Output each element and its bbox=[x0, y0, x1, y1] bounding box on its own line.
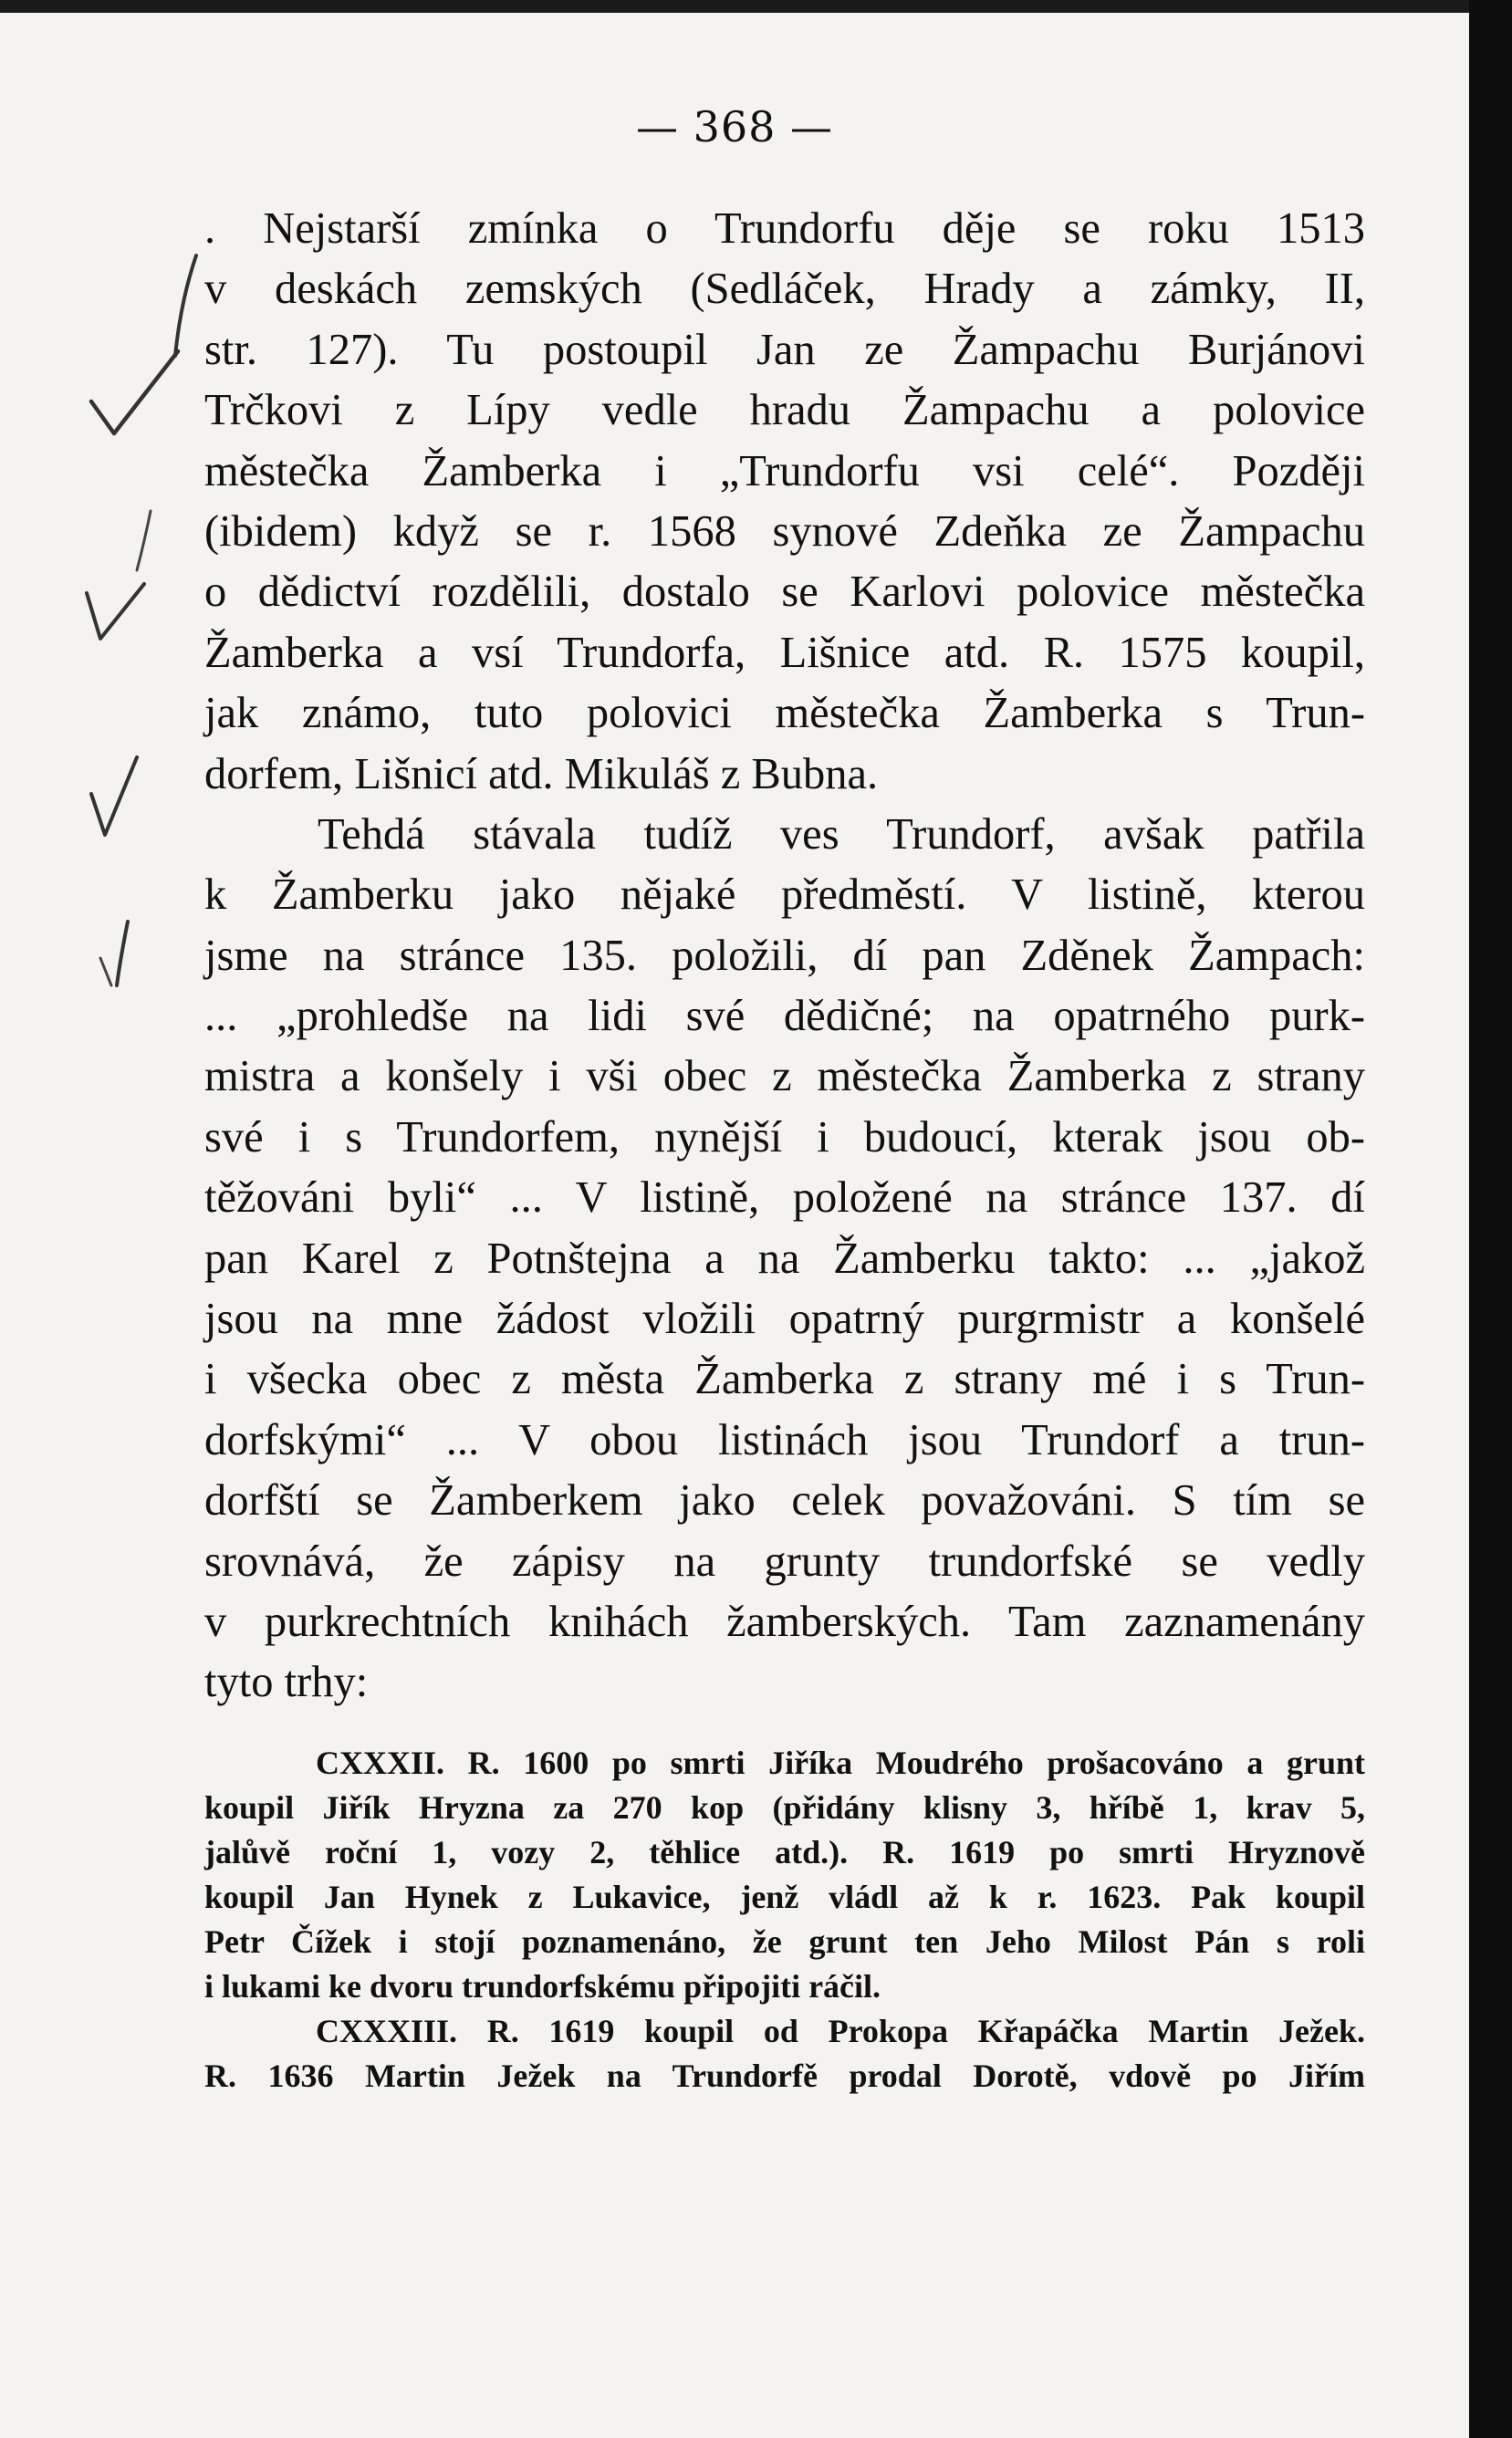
text-line: své i s Trundorfem, nynější i budoucí, kterak jsou ob- bbox=[204, 1112, 1365, 1162]
text-line: těžováni byli“ ... V listině, položené na stránce 137. dí bbox=[204, 1173, 1365, 1223]
entry-line: jalůvě roční 1, vozy 2, těhlice atd.). R. 1619 po smrti Hryznově bbox=[204, 1834, 1365, 1870]
page-number: — 368 — bbox=[635, 102, 834, 151]
entry-line: R. 1636 Martin Ježek na Trundorfě prodal Dorotě, vdově po Jiřím bbox=[204, 2058, 1365, 2094]
text-line: o dědictví rozdělili, dostalo se Karlovi polovice městečka bbox=[204, 568, 1365, 617]
text-line: (ibidem) když se r. 1568 synové Zdeňka ze Žampachu bbox=[204, 506, 1365, 556]
text-line: městečka Žamberka i „Trundorfu vsi celé“. Později bbox=[204, 446, 1365, 495]
text-line: i všecka obec z města Žamberka z strany mé i s Trun- bbox=[204, 1355, 1365, 1404]
text-line: ... „prohledše na lidi své dědičné; na opatrného purk- bbox=[204, 992, 1365, 1041]
text-line: pan Karel z Potnštejna a na Žamberku takto: ... „jakož bbox=[204, 1234, 1365, 1283]
text-line: mistra a konšely i vši obec z městečka Žamberka z strany bbox=[204, 1052, 1365, 1101]
margin-pencil-marks bbox=[73, 228, 210, 1004]
entry-line: CXXXIII. R. 1619 koupil od Prokopa Křapáčka Martin Ježek. bbox=[316, 2013, 1365, 2049]
text-line: dorfskými“ ... V obou listinách jsou Trundorf a trun- bbox=[204, 1415, 1365, 1464]
entry-line: koupil Jan Hynek z Lukavice, jenž vládl až k r. 1623. Pak koupil bbox=[204, 1879, 1365, 1915]
text-line: str. 127). Tu postoupil Jan ze Žampachu Burjánovi bbox=[204, 325, 1365, 374]
text-line: k Žamberku jako nějaké předměstí. V listině, kterou bbox=[204, 870, 1365, 920]
entry-line: koupil Jiřík Hryzna za 270 kop (přidány klisny 3, hříbě 1, krav 5, bbox=[204, 1789, 1365, 1826]
scan-top-edge bbox=[0, 0, 1469, 13]
text-line: jak známo, tuto polovici městečka Žamberka s Trun- bbox=[204, 689, 1365, 738]
text-line: . Nejstarší zmínka o Trundorfu děje se roku 1513 bbox=[204, 204, 1365, 253]
text-line: Žamberka a vsí Trundorfa, Lišnice atd. R. 1575 koupil, bbox=[204, 628, 1365, 677]
small-print-entries bbox=[204, 1741, 1365, 2099]
main-text bbox=[204, 199, 1365, 1714]
entry-line: CXXXII. R. 1600 po smrti Jiříka Moudrého prošacováno a grunt bbox=[316, 1745, 1365, 1781]
text-line: Tehdá stávala tudíž ves Trundorf, avšak patřila bbox=[318, 809, 1365, 859]
text-line: dorfští se Žamberkem jako celek považováni. S tím se bbox=[204, 1476, 1365, 1526]
text-line: srovnává, že zápisy na grunty trundorfské se vedly bbox=[204, 1537, 1365, 1586]
entry-line: Petr Čížek i stojí poznamenáno, že grunt ten Jeho Milost Pán s roli bbox=[204, 1923, 1365, 1960]
text-line: v deskách zemských (Sedláček, Hrady a zámky, II, bbox=[204, 265, 1365, 314]
text-line: jsou na mne žádost vložili opatrný purgrmistr a konšelé bbox=[204, 1295, 1365, 1344]
text-line: tyto trhy: bbox=[204, 1658, 369, 1707]
scan-right-edge bbox=[1469, 0, 1512, 2438]
text-line: dorfem, Lišnicí atd. Mikuláš z Bubna. bbox=[204, 749, 879, 798]
text-line: v purkrechtních knihách žamberských. Tam zaznamenány bbox=[204, 1597, 1365, 1646]
text-line: Trčkovi z Lípy vedle hradu Žampachu a polovice bbox=[204, 386, 1365, 435]
text-line: jsme na stránce 135. položili, dí pan Zděnek Žampach: bbox=[204, 931, 1365, 980]
entry-line: i lukami ke dvoru trundorfskému připojiti ráčil. bbox=[204, 1968, 881, 2005]
